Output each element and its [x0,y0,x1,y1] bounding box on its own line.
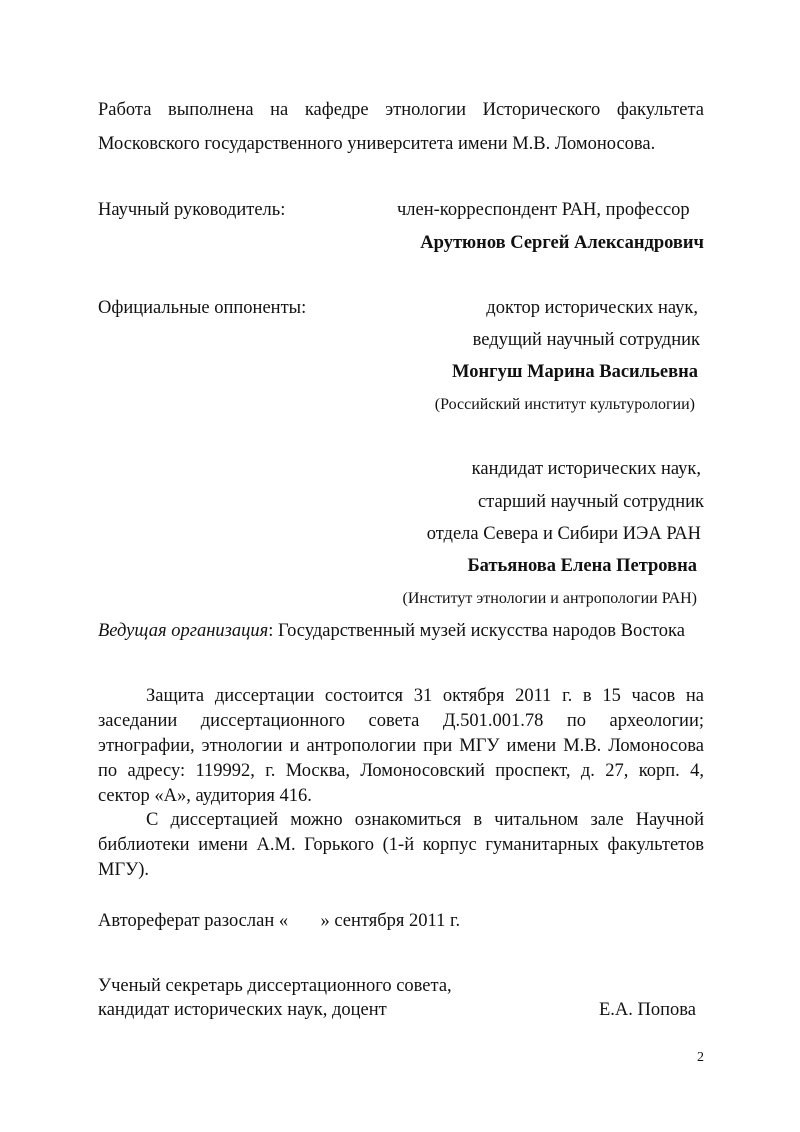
opponent-2-position: старший научный сотрудник [477,492,704,512]
lead-org-value: : Государственный музей искусства народов Востока [268,621,685,641]
opponent-1-degree: доктор исторических наук, [486,298,698,318]
page-number: 2 [697,1050,704,1065]
defense-line-2: заседании диссертационного совета Д.501.001.78 по археологии; [98,711,704,731]
library-line-3: МГУ). [98,860,150,880]
defense-line-5: сектор «А», аудитория 416. [98,786,312,806]
secretary-name: Е.А. Попова [599,1000,696,1020]
defense-line-4: по адресу: 119992, г. Москва, Ломоносовский проспект, д. 27, корп. 4, [98,761,704,781]
opponent-2-degree: кандидат исторических наук, [471,459,701,479]
secretary-line-1: Ученый секретарь диссертационного совета, [98,976,452,996]
intro-line-1: Работа выполнена на кафедре этнологии Исторического факультета [98,100,704,120]
lead-org-label: Ведущая организация [98,621,269,641]
supervisor-label: Научный руководитель: [98,200,286,220]
opponent-1-name: Монгуш Марина Васильевна [452,362,698,382]
opponent-2-org: (Институт этнологии и антропологии РАН) [402,590,697,607]
library-line-2: библиотеки имени А.М. Горького (1-й корпус гуманитарных факультетов [98,835,704,855]
opponent-1-org: (Российский институт культурологии) [434,396,695,413]
library-line-1: С диссертацией можно ознакомиться в читальном зале Научной [146,810,704,830]
defense-line-3: этнографии, этнологии и антропологии при МГУ имени М.В. Ломоносова [98,736,704,756]
intro-line-2: Московского государственного университета имени М.В. Ломоносова. [98,134,656,154]
abstract-sent-date: Автореферат разослан « » сентября 2011 г. [98,911,461,931]
secretary-line-2: кандидат исторических наук, доцент [98,1000,387,1020]
opponent-2-name: Батьянова Елена Петровна [467,556,697,576]
opponent-2-department: отдела Севера и Сибири ИЭА РАН [426,524,701,544]
lead-org [98,619,685,643]
supervisor-title: член-корреспондент РАН, профессор [397,200,690,220]
defense-line-1: Защита диссертации состоится 31 октября 2011 г. в 15 часов на [146,686,704,706]
opponents-label: Официальные оппоненты: [98,298,307,318]
supervisor-name: Арутюнов Сергей Александрович [420,233,704,253]
opponent-1-position: ведущий научный сотрудник [472,330,700,350]
